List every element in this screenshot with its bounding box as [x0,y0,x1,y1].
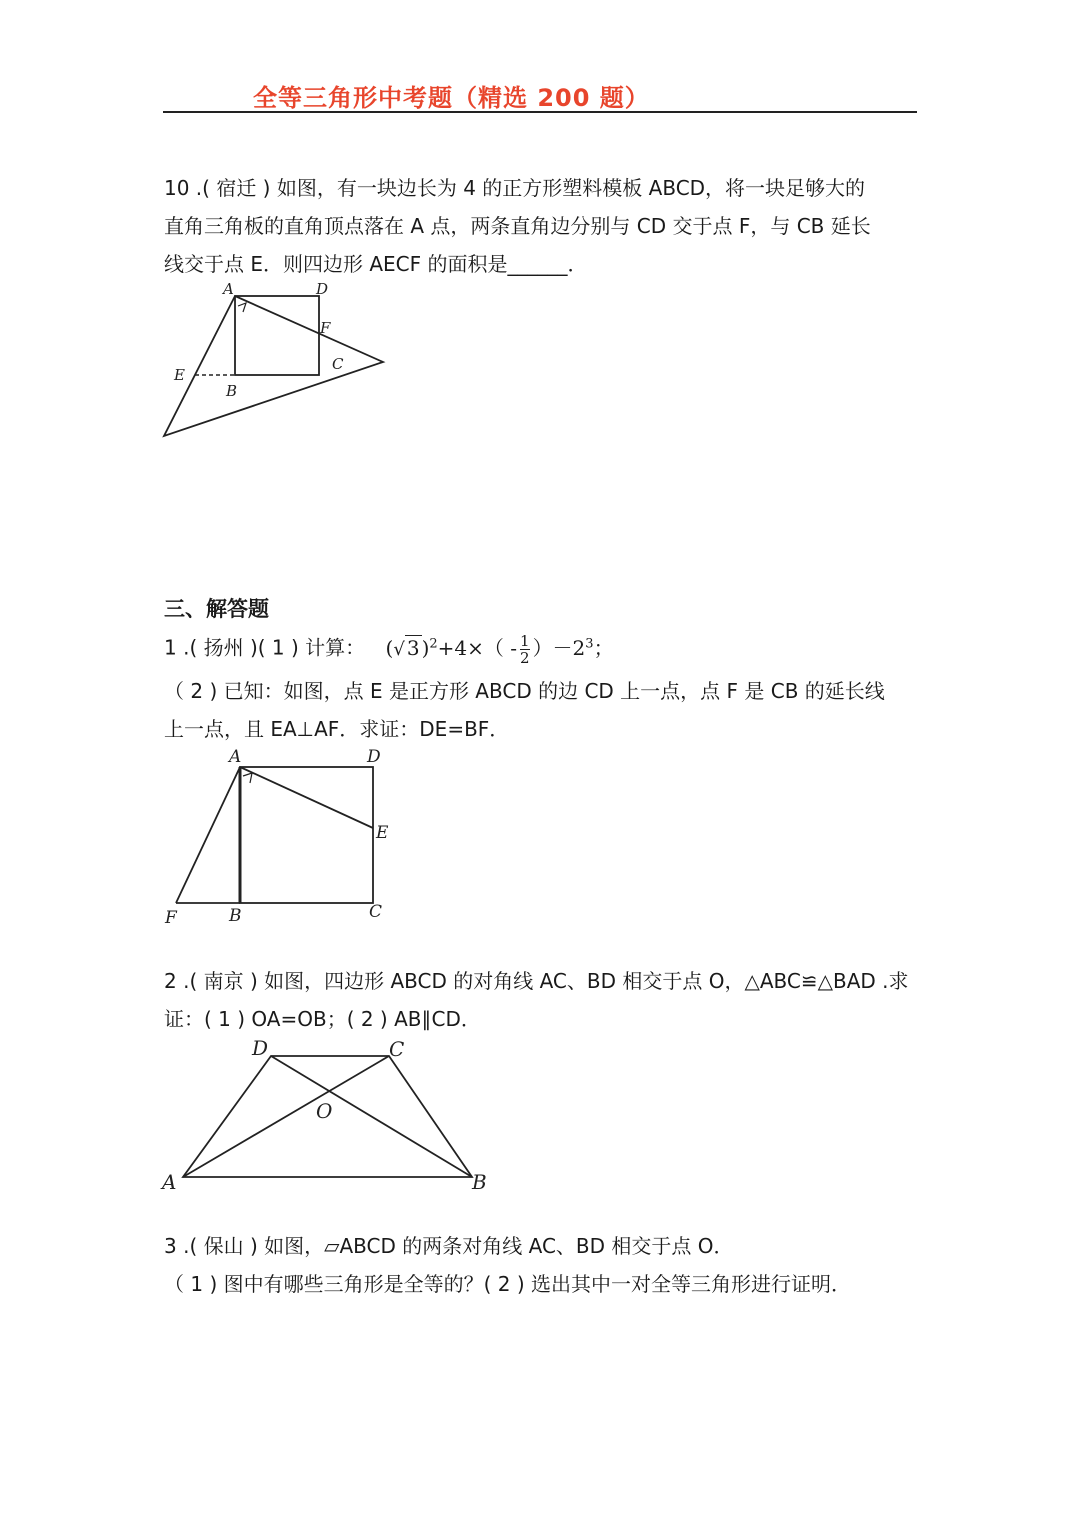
a1-fraction-den: 2 [520,648,530,667]
q10-label-f: F [320,319,331,337]
q10-label-b: B [226,382,238,400]
a1-label-f: F [165,908,177,928]
page-title: 全等三角形中考题（精选 200 题） [253,84,650,112]
a1-label-a: A [229,747,242,767]
a1-segment-ae [240,767,373,828]
a2-label-o: O [316,1099,333,1123]
section-heading: 三、解答题 [164,597,269,621]
a2-label-a: A [162,1170,177,1194]
a2-diagonal-bd [271,1056,472,1177]
q10-label-a: A [223,280,234,298]
a1-prefix: 1 .( 扬州 )( 1 ) 计算： [164,635,366,660]
a2-diagonal-ac [183,1056,389,1177]
a1-line-2: （ 2 ) 已知：如图，点 E 是正方形 ABCD 的边 CD 上一点，点 F 是 CB 的延长线 [164,679,885,703]
a1-label-c: C [369,902,383,922]
a2-line-1: 2 .( 南京 ) 如图，四边形 ABCD 的对角线 AC、BD 相交于点 O，△ABC≌△BAD .求 [164,969,909,993]
a1-square [240,767,373,903]
q10-label-c: C [332,355,344,373]
q10-triangle [164,296,383,436]
q10-line-1: 10 .( 宿迁 ) 如图，有一块边长为 4 的正方形塑料模板 ABCD，将一块足够大的 [164,176,866,200]
q10-right-angle-mark [238,303,246,312]
a1-exponent-3: 3 [585,636,594,651]
a1-right-angle-mark [243,773,252,783]
a1-line-1 [164,631,614,671]
a1-label-d: D [367,747,381,767]
a1-radicand: 3 [406,635,420,660]
a2-line-2: 证：( 1 ) OA=OB；( 2 ) AB∥CD． [164,1007,481,1031]
a2-label-b: B [472,1170,487,1194]
a1-fraction [520,633,530,666]
a1-end: ； [593,635,614,660]
a1-after-fraction: ）－2 [532,635,586,660]
a1-label-e: E [376,823,389,843]
a1-middle: +4×（ - [437,635,518,660]
a3-line-2: （ 1 ) 图中有哪些三角形是全等的？( 2 ) 选出其中一对全等三角形进行证明． [164,1272,852,1296]
a1-segment-af [176,767,240,903]
a1-label-b: B [229,906,242,926]
a1-fraction-num: 1 [520,631,530,650]
a2-label-d: D [252,1036,269,1060]
a2-label-c: C [389,1037,405,1061]
q10-label-d: D [316,280,329,298]
a1-math: (√ 3 )$^2$+4×（ - $\frac{1}{2}$ ）$-2^3$； [385,631,614,667]
a3-line-1: 3 .( 保山 ) 如图，▱ABCD 的两条对角线 AC、BD 相交于点 O． [164,1234,734,1258]
a1-line-3: 上一点，且 EA⊥AF．求证：DE=BF． [164,717,510,741]
a1-exponent-2: 2 [429,636,438,651]
q10-label-e: E [174,366,185,384]
q10-line-3: 线交于点 E．则四边形 AECF 的面积是______． [164,252,588,276]
q10-square [235,296,319,375]
q10-line-2: 直角三角板的直角顶点落在 A 点，两条直角边分别与 CD 交于点 F，与 CB 延长 [164,214,871,238]
